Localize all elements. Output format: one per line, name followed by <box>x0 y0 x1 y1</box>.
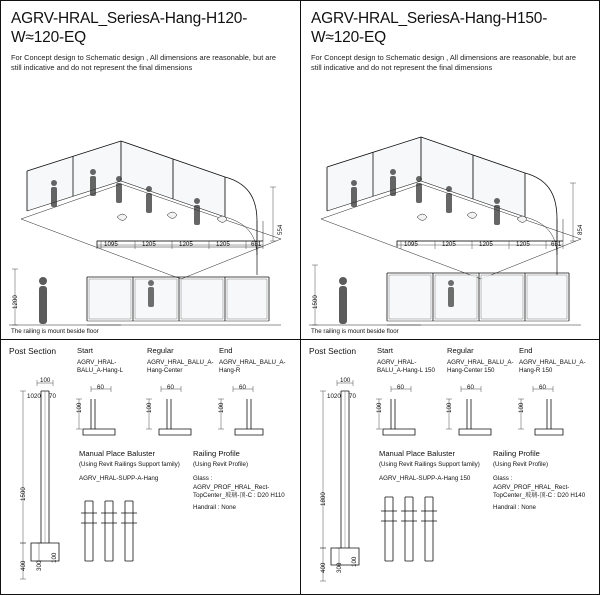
profile-handrail: Handrail : None <box>193 504 236 511</box>
plan-dim-3: 1205 <box>179 241 193 248</box>
post-height-dim-2: 1800 <box>320 492 327 506</box>
post-top-width: 100 <box>40 377 51 384</box>
column-heading-start: Start <box>77 346 94 355</box>
manual-heading: Manual Place Baluster <box>79 449 155 458</box>
column-heading-end: End <box>219 346 233 355</box>
start-dim-top-2: 60 <box>397 384 404 391</box>
panel-h150 <box>301 1 600 595</box>
column-code-end: AGRV_HRAL_BALU_A-Hang-R <box>219 359 286 374</box>
profile-glass-label-2: Glass : <box>493 475 513 482</box>
iso-height-dim-2: 854 <box>577 224 584 235</box>
profile-sub-2: (Using Revit Profile) <box>493 461 549 468</box>
post-inner-a: 1020 <box>27 393 41 400</box>
iso-height-dim: 554 <box>277 224 284 235</box>
post-base-a-2: 400 <box>320 562 327 573</box>
manual-baluster-icons-2 <box>379 493 469 573</box>
column-code-end-2: AGRV_HRAL_BALU_A-Hang-R 150 <box>519 359 586 374</box>
profile-sub: (Using Revit Profile) <box>193 461 249 468</box>
post-section-label: Post Section <box>9 346 57 356</box>
column-heading-start-2: Start <box>377 346 394 355</box>
section-divider <box>1 339 300 340</box>
column-code-regular: AGRV_HRAL_BALU_A-Hang-Center <box>147 359 214 374</box>
baluster-details <box>71 383 301 453</box>
post-inner-b-2: 70 <box>349 393 356 400</box>
elevation-height-dim-2: 1500 <box>312 295 319 309</box>
manual-sub: (Using Revit Railings Support family) <box>79 461 180 468</box>
profile-glass-code: AGRV_PROF_HRAL_Rect-TopCenter_玻璃-顶-C : D20 H110 <box>193 484 285 499</box>
profile-heading-2: Railing Profile <box>493 449 540 458</box>
elevation-view-2 <box>301 259 600 349</box>
profile-glass-code-2: AGRV_PROF_HRAL_Rect-TopCenter_玻璃-顶-C : D20 H140 <box>493 484 586 499</box>
panel-h120 <box>1 1 301 595</box>
post-base-c: 100 <box>51 552 58 563</box>
regular-dim-top: 60 <box>167 384 174 391</box>
plan-dim-2: 1205 <box>142 241 156 248</box>
regular-dim-top-2: 60 <box>467 384 474 391</box>
regular-dim-side: 100 <box>146 402 153 413</box>
plan-dim-4-2: 1205 <box>516 241 530 248</box>
plan-dim-4: 1205 <box>216 241 230 248</box>
post-base-a: 400 <box>20 560 27 571</box>
post-inner-b: 70 <box>49 393 56 400</box>
column-heading-end-2: End <box>519 346 533 355</box>
regular-dim-side-2: 100 <box>446 402 453 413</box>
profile-glass-label: Glass : <box>193 475 213 482</box>
end-dim-side-2: 100 <box>518 402 525 413</box>
column-heading-regular-2: Regular <box>447 346 474 355</box>
post-base-c-2: 100 <box>351 556 358 567</box>
plan-dim-2-2: 1205 <box>442 241 456 248</box>
elevation-note: The railing is mount beside floor <box>11 328 99 335</box>
manual-code-2: AGRV_HRAL-SUPP-A-Hang 150 <box>379 475 471 482</box>
post-base-b: 300 <box>36 560 43 571</box>
panel-subtitle-2: For Concept design to Schematic design , All dimensions are reasonable, but are still indicative and do not represent the final dimensions <box>311 53 576 72</box>
baluster-details-2 <box>371 383 600 453</box>
manual-code: AGRV_HRAL-SUPP-A-Hang <box>79 475 159 482</box>
profile-handrail-2: Handrail : None <box>493 504 536 511</box>
column-code-start: AGRV_HRAL-BALU_A-Hang-L <box>77 359 124 374</box>
post-section-label-2: Post Section <box>309 346 357 356</box>
panel-title: AGRV-HRAL_SeriesA-Hang-H120-W≈120-EQ <box>11 10 248 46</box>
column-code-regular-2: AGRV_HRAL_BALU_A-Hang-Center 150 <box>447 359 514 374</box>
end-dim-top-2: 60 <box>539 384 546 391</box>
elevation-note-2: The railing is mount beside floor <box>311 328 399 335</box>
manual-sub-2: (Using Revit Railings Support family) <box>379 461 480 468</box>
start-dim-side: 100 <box>76 402 83 413</box>
plan-dim-1-2: 1095 <box>404 241 418 248</box>
elevation-height-dim: 1200 <box>12 295 19 309</box>
elevation-view <box>1 259 301 349</box>
section-divider-2 <box>301 339 600 340</box>
manual-baluster-icons <box>79 493 169 573</box>
manual-heading-2: Manual Place Baluster <box>379 449 455 458</box>
post-top-width-2: 100 <box>340 377 351 384</box>
post-base-b-2: 300 <box>336 562 343 573</box>
plan-dim-3-2: 1205 <box>479 241 493 248</box>
post-inner-a-2: 1020 <box>327 393 341 400</box>
plan-dim-5: 651 <box>251 241 262 248</box>
panel-subtitle: For Concept design to Schematic design , All dimensions are reasonable, but are still indicative and do not represent the final dimensions <box>11 53 276 72</box>
start-dim-top: 60 <box>97 384 104 391</box>
end-dim-side: 100 <box>218 402 225 413</box>
post-height-dim: 1500 <box>20 487 27 501</box>
start-dim-side-2: 100 <box>376 402 383 413</box>
plan-dim-1: 1095 <box>104 241 118 248</box>
column-heading-regular: Regular <box>147 346 174 355</box>
end-dim-top: 60 <box>239 384 246 391</box>
plan-dim-5-2: 651 <box>551 241 562 248</box>
column-code-start-2: AGRV_HRAL-BALU_A-Hang-L 150 <box>377 359 435 374</box>
panel-title-2: AGRV-HRAL_SeriesA-Hang-H150-W≈120-EQ <box>311 10 548 46</box>
profile-heading: Railing Profile <box>193 449 240 458</box>
